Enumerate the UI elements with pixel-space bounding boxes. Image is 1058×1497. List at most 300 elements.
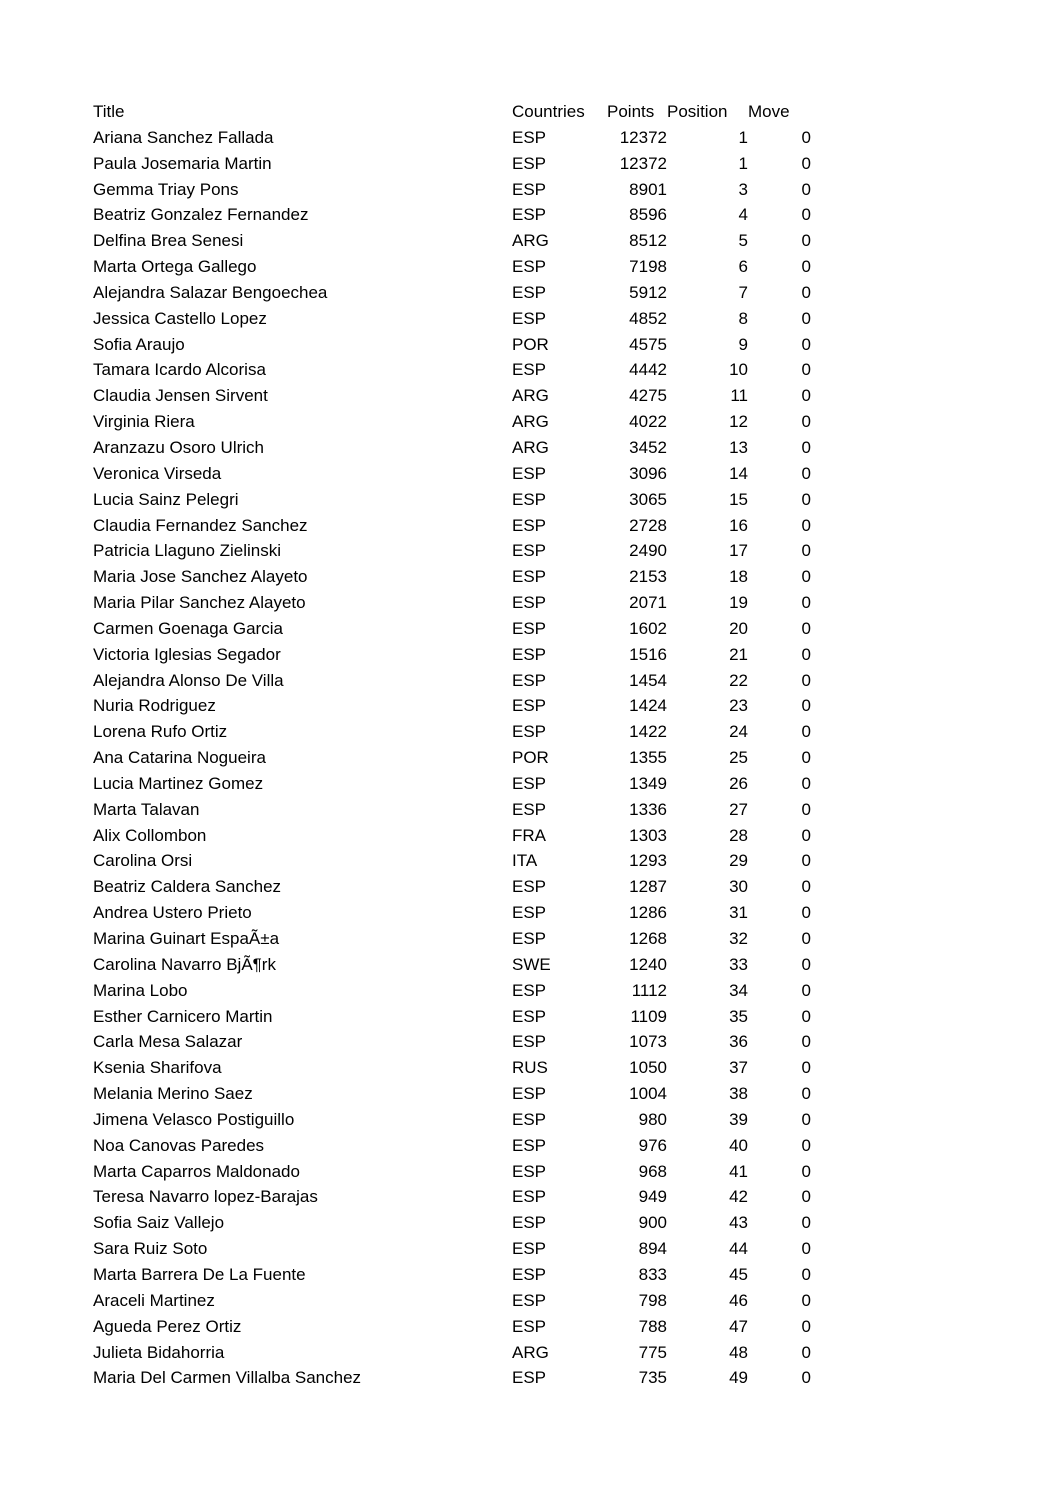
cell-country: ESP — [512, 980, 547, 1000]
table-row — [93, 228, 811, 254]
cell-position: 1 — [738, 127, 748, 147]
cell-country: ARG — [512, 1342, 549, 1362]
cell-move: 0 — [801, 670, 811, 690]
cell-points: 4575 — [629, 334, 667, 354]
table-row — [93, 151, 811, 177]
cell-points: 1424 — [629, 696, 667, 716]
cell-move: 0 — [801, 1368, 811, 1388]
cell-points: 798 — [638, 1290, 667, 1310]
cell-player-name: Marta Barrera De La Fuente — [93, 1264, 306, 1284]
cell-player-name: Veronica Virseda — [93, 463, 222, 483]
cell-player-name: Marta Caparros Maldonado — [93, 1161, 300, 1181]
cell-move: 0 — [801, 1006, 811, 1026]
cell-points: 12372 — [619, 127, 667, 147]
cell-move: 0 — [801, 929, 811, 948]
cell-player-name: Carla Mesa Salazar — [93, 1032, 243, 1052]
cell-player-name: Alix Collombon — [93, 825, 207, 845]
cell-player-name: Patricia Llaguno Zielinski — [93, 541, 282, 561]
cell-move: 0 — [801, 1187, 811, 1207]
cell-country: ESP — [512, 127, 547, 147]
table-row — [93, 1004, 811, 1030]
cell-position: 13 — [729, 437, 748, 457]
cell-player-name: Carolina Orsi — [93, 851, 193, 871]
cell-country: ESP — [512, 515, 547, 535]
cell-position: 40 — [729, 1135, 748, 1155]
cell-move: 0 — [801, 205, 811, 225]
cell-move: 0 — [801, 257, 811, 277]
table-row — [93, 1314, 811, 1340]
cell-player-name: Paula Josemaria Martin — [93, 153, 272, 173]
cell-player-name: Julieta Bidahorria — [93, 1342, 225, 1362]
cell-move: 0 — [801, 1084, 811, 1104]
cell-position: 44 — [729, 1239, 748, 1259]
cell-points: 1355 — [629, 748, 667, 768]
cell-points: 968 — [638, 1161, 667, 1181]
cell-points: 4275 — [629, 386, 667, 406]
cell-position: 4 — [738, 205, 748, 225]
cell-country: ITA — [512, 851, 538, 871]
cell-position: 29 — [729, 851, 748, 871]
cell-position: 12 — [729, 412, 748, 432]
cell-player-name: Maria Pilar Sanchez Alayeto — [93, 593, 306, 613]
cell-country: ESP — [512, 670, 547, 690]
table-row — [93, 590, 811, 616]
cell-points: 900 — [638, 1213, 667, 1233]
cell-country: FRA — [512, 825, 546, 845]
table-row — [93, 978, 811, 1004]
cell-points: 735 — [638, 1368, 667, 1388]
cell-country: ARG — [512, 386, 549, 406]
cell-country: ESP — [512, 799, 547, 819]
cell-move: 0 — [801, 851, 811, 871]
cell-position: 5 — [738, 231, 748, 251]
cell-move: 0 — [801, 1239, 811, 1259]
table-row — [93, 900, 811, 926]
cell-country: ESP — [512, 179, 547, 199]
cell-player-name: Tamara Icardo Alcorisa — [93, 360, 266, 380]
table-row — [93, 952, 811, 978]
cell-points: 1240 — [629, 954, 667, 974]
cell-position: 18 — [729, 567, 748, 587]
cell-player-name: Marina Guinart EspaÃ±a — [93, 929, 280, 948]
cell-move: 0 — [801, 360, 811, 380]
cell-player-name: Nuria Rodriguez — [93, 696, 216, 716]
cell-position: 36 — [729, 1032, 748, 1052]
cell-country: RUS — [512, 1058, 548, 1078]
cell-country: ARG — [512, 231, 549, 251]
cell-move: 0 — [801, 1290, 811, 1310]
cell-points: 775 — [638, 1342, 667, 1362]
ranking-table — [93, 99, 811, 1391]
cell-player-name: Lucia Sainz Pelegri — [93, 489, 239, 509]
cell-player-name: Maria Del Carmen Villalba Sanchez — [93, 1368, 362, 1388]
cell-points: 2490 — [629, 541, 667, 561]
cell-position: 49 — [729, 1368, 748, 1388]
cell-move: 0 — [801, 954, 811, 974]
table-row — [93, 1159, 811, 1185]
cell-move: 0 — [801, 386, 811, 406]
cell-country: ESP — [512, 308, 547, 328]
cell-points: 1004 — [629, 1084, 667, 1104]
cell-move: 0 — [801, 231, 811, 251]
header-title: Title — [93, 102, 125, 121]
cell-country: ESP — [512, 696, 547, 716]
cell-move: 0 — [801, 773, 811, 793]
cell-country: ESP — [512, 1290, 547, 1310]
table-row — [93, 461, 811, 487]
cell-country: POR — [512, 748, 549, 768]
table-row — [93, 254, 811, 280]
cell-move: 0 — [801, 1264, 811, 1284]
table-row — [93, 177, 811, 203]
cell-points: 1109 — [630, 1006, 667, 1026]
cell-position: 3 — [738, 179, 748, 199]
header-move: Move — [748, 102, 790, 121]
table-row — [93, 823, 811, 849]
cell-player-name: Beatriz Caldera Sanchez — [93, 877, 282, 897]
cell-player-name: Delfina Brea Senesi — [93, 231, 244, 251]
cell-player-name: Victoria Iglesias Segador — [93, 644, 281, 664]
cell-move: 0 — [801, 825, 811, 845]
cell-position: 7 — [738, 282, 748, 302]
table-row — [93, 383, 811, 409]
table-row — [93, 1210, 811, 1236]
cell-points: 1293 — [629, 851, 667, 871]
cell-country: ESP — [512, 1213, 547, 1233]
cell-player-name: Sofia Saiz Vallejo — [93, 1213, 225, 1233]
cell-country: ESP — [512, 1161, 547, 1181]
cell-position: 37 — [729, 1058, 748, 1078]
cell-country: POR — [512, 334, 549, 354]
cell-player-name: Ana Catarina Nogueira — [93, 748, 266, 768]
cell-country: ESP — [512, 644, 547, 664]
table-row — [93, 513, 811, 539]
cell-position: 24 — [729, 722, 748, 742]
cell-country: ESP — [512, 903, 547, 923]
cell-player-name: Alejandra Alonso De Villa — [93, 670, 284, 690]
table-row — [93, 797, 811, 823]
cell-points: 833 — [638, 1264, 667, 1284]
cell-player-name: Carolina Navarro BjÃ¶rk — [93, 954, 276, 974]
table-row — [93, 564, 811, 590]
cell-move: 0 — [801, 1058, 811, 1078]
header-countries: Countries — [512, 102, 585, 121]
cell-position: 14 — [729, 463, 748, 483]
table-row — [93, 1029, 811, 1055]
cell-country: ESP — [512, 567, 547, 587]
cell-move: 0 — [801, 980, 811, 1000]
cell-points: 980 — [638, 1109, 667, 1129]
cell-country: ESP — [512, 1135, 547, 1155]
cell-move: 0 — [801, 1109, 811, 1129]
cell-player-name: Sofia Araujo — [93, 334, 185, 354]
cell-points: 1050 — [629, 1058, 667, 1078]
cell-position: 43 — [729, 1213, 748, 1233]
cell-points: 3096 — [629, 463, 667, 483]
cell-country: ESP — [512, 1006, 547, 1026]
cell-position: 46 — [729, 1290, 748, 1310]
cell-position: 34 — [729, 980, 748, 1000]
cell-position: 20 — [729, 618, 748, 638]
cell-position: 27 — [729, 799, 748, 819]
cell-position: 42 — [729, 1187, 748, 1207]
cell-points: 3452 — [629, 437, 667, 457]
cell-points: 1454 — [629, 670, 667, 690]
cell-points: 1303 — [629, 825, 667, 845]
cell-player-name: Noa Canovas Paredes — [93, 1135, 265, 1155]
table-row — [93, 202, 811, 228]
cell-country: ESP — [512, 541, 547, 561]
cell-move: 0 — [801, 1032, 811, 1052]
cell-position: 22 — [729, 670, 748, 690]
header-position: Position — [667, 102, 728, 121]
cell-position: 26 — [729, 773, 748, 793]
table-row — [93, 125, 811, 151]
table-row — [93, 1107, 811, 1133]
cell-player-name: Carmen Goenaga Garcia — [93, 618, 283, 638]
cell-position: 41 — [729, 1161, 748, 1181]
cell-points: 1073 — [629, 1032, 667, 1052]
table-row — [93, 771, 811, 797]
cell-points: 1286 — [629, 903, 667, 923]
cell-points: 8596 — [629, 205, 667, 225]
cell-points: 788 — [638, 1316, 667, 1336]
cell-points: 1349 — [629, 773, 667, 793]
cell-move: 0 — [801, 412, 811, 432]
cell-country: ESP — [512, 1239, 547, 1259]
cell-move: 0 — [801, 179, 811, 199]
cell-points: 12372 — [619, 153, 667, 173]
cell-position: 11 — [730, 386, 748, 406]
table-row — [93, 357, 811, 383]
table-row — [93, 1055, 811, 1081]
table-row — [93, 1081, 811, 1107]
cell-position: 21 — [729, 644, 748, 664]
table-row — [93, 642, 811, 668]
cell-position: 19 — [729, 593, 748, 613]
table-row — [93, 1236, 811, 1262]
table-row — [93, 1133, 811, 1159]
table-row — [93, 719, 811, 745]
cell-player-name: Jimena Velasco Postiguillo — [93, 1109, 295, 1129]
cell-move: 0 — [801, 308, 811, 328]
cell-points: 8512 — [629, 231, 667, 251]
cell-position: 47 — [729, 1316, 748, 1336]
cell-country: ESP — [512, 877, 547, 897]
cell-position: 1 — [738, 153, 748, 173]
cell-position: 15 — [729, 489, 748, 509]
cell-country: ESP — [512, 360, 547, 380]
cell-player-name: Maria Jose Sanchez Alayeto — [93, 567, 308, 587]
cell-move: 0 — [801, 903, 811, 923]
cell-player-name: Melania Merino Saez — [93, 1084, 253, 1104]
cell-move: 0 — [801, 1161, 811, 1181]
cell-player-name: Andrea Ustero Prieto — [93, 903, 252, 923]
cell-points: 2071 — [629, 593, 667, 613]
cell-player-name: Ariana Sanchez Fallada — [93, 127, 274, 147]
cell-player-name: Marta Talavan — [93, 799, 200, 819]
table-row — [93, 693, 811, 719]
cell-position: 6 — [738, 257, 748, 277]
cell-points: 1602 — [629, 618, 667, 638]
table-row — [93, 435, 811, 461]
cell-move: 0 — [801, 877, 811, 897]
table-row — [93, 409, 811, 435]
cell-country: ESP — [512, 618, 547, 638]
cell-move: 0 — [801, 334, 811, 354]
table-row — [93, 616, 811, 642]
cell-country: ESP — [512, 722, 547, 742]
cell-player-name: Sara Ruiz Soto — [93, 1239, 208, 1259]
table-row — [93, 306, 811, 332]
cell-player-name: Agueda Perez Ortiz — [93, 1316, 242, 1336]
cell-country: ESP — [512, 1264, 547, 1284]
table-row — [93, 538, 811, 564]
cell-move: 0 — [801, 618, 811, 638]
cell-country: ESP — [512, 257, 547, 277]
cell-position: 30 — [729, 877, 748, 897]
cell-player-name: Claudia Fernandez Sanchez — [93, 515, 308, 535]
table-body — [93, 125, 811, 1391]
cell-position: 23 — [729, 696, 748, 716]
cell-points: 894 — [638, 1239, 667, 1259]
cell-points: 4022 — [629, 412, 667, 432]
header-row — [93, 99, 811, 125]
cell-position: 45 — [729, 1264, 748, 1284]
cell-move: 0 — [801, 127, 811, 147]
cell-points: 2153 — [629, 567, 667, 587]
cell-country: ESP — [512, 489, 547, 509]
cell-country: ESP — [512, 282, 547, 302]
cell-points: 1268 — [629, 929, 667, 948]
cell-move: 0 — [801, 463, 811, 483]
cell-move: 0 — [801, 282, 811, 302]
cell-move: 0 — [801, 567, 811, 587]
table-row — [93, 1365, 811, 1391]
cell-position: 17 — [729, 541, 748, 561]
table-row — [93, 745, 811, 771]
cell-country: ESP — [512, 1032, 547, 1052]
cell-points: 8901 — [629, 179, 667, 199]
cell-country: ESP — [512, 1316, 547, 1336]
cell-position: 31 — [729, 903, 748, 923]
cell-points: 2728 — [629, 515, 667, 535]
cell-country: ESP — [512, 773, 547, 793]
cell-player-name: Beatriz Gonzalez Fernandez — [93, 205, 309, 225]
cell-move: 0 — [801, 696, 811, 716]
cell-move: 0 — [801, 722, 811, 742]
cell-points: 1422 — [629, 722, 667, 742]
cell-move: 0 — [801, 541, 811, 561]
cell-move: 0 — [801, 799, 811, 819]
cell-move: 0 — [801, 437, 811, 457]
cell-move: 0 — [801, 1342, 811, 1362]
table-row — [93, 926, 811, 952]
cell-country: ESP — [512, 1084, 547, 1104]
cell-points: 976 — [638, 1135, 667, 1155]
table-row — [93, 487, 811, 513]
cell-country: ARG — [512, 412, 549, 432]
cell-player-name: Lucia Martinez Gomez — [93, 773, 264, 793]
cell-move: 0 — [801, 748, 811, 768]
cell-position: 10 — [729, 360, 748, 380]
cell-position: 28 — [729, 825, 748, 845]
cell-move: 0 — [801, 515, 811, 535]
cell-move: 0 — [801, 153, 811, 173]
cell-position: 33 — [729, 954, 748, 974]
cell-player-name: Ksenia Sharifova — [93, 1058, 222, 1078]
cell-player-name: Claudia Jensen Sirvent — [93, 386, 268, 406]
cell-country: ESP — [512, 153, 547, 173]
table-row — [93, 1288, 811, 1314]
cell-position: 25 — [729, 748, 748, 768]
cell-position: 8 — [738, 308, 748, 328]
cell-player-name: Aranzazu Osoro Ulrich — [93, 437, 265, 457]
header-points: Points — [607, 102, 655, 121]
cell-country: ESP — [512, 463, 547, 483]
cell-player-name: Lorena Rufo Ortiz — [93, 722, 228, 742]
table-row — [93, 874, 811, 900]
cell-points: 1287 — [629, 877, 667, 897]
cell-points: 4442 — [629, 360, 667, 380]
table-row — [93, 332, 811, 358]
table-row — [93, 1340, 811, 1366]
cell-move: 0 — [801, 1316, 811, 1336]
cell-player-name: Marina Lobo — [93, 980, 188, 1000]
table-row — [93, 280, 811, 306]
cell-move: 0 — [801, 593, 811, 613]
cell-position: 35 — [729, 1006, 748, 1026]
cell-country: ESP — [512, 205, 547, 225]
cell-country: ARG — [512, 437, 549, 457]
cell-player-name: Virginia Riera — [93, 412, 195, 432]
cell-position: 39 — [729, 1109, 748, 1129]
cell-position: 38 — [729, 1084, 748, 1104]
cell-points: 4852 — [629, 308, 667, 328]
cell-move: 0 — [801, 1213, 811, 1233]
table-row — [93, 668, 811, 694]
cell-points: 1112 — [631, 980, 667, 1000]
cell-country: ESP — [512, 1109, 547, 1129]
cell-player-name: Teresa Navarro lopez-Barajas — [93, 1187, 318, 1207]
cell-position: 16 — [729, 515, 748, 535]
cell-player-name: Jessica Castello Lopez — [93, 308, 267, 328]
cell-player-name: Gemma Triay Pons — [93, 179, 239, 199]
cell-player-name: Marta Ortega Gallego — [93, 257, 257, 277]
cell-points: 1516 — [629, 644, 667, 664]
cell-points: 3065 — [629, 489, 667, 509]
cell-position: 9 — [738, 334, 748, 354]
table-row — [93, 1262, 811, 1288]
cell-points: 949 — [638, 1187, 667, 1207]
cell-move: 0 — [801, 644, 811, 664]
cell-country: ESP — [512, 1368, 547, 1388]
cell-player-name: Araceli Martinez — [93, 1290, 215, 1310]
cell-country: ESP — [512, 593, 547, 613]
cell-position: 48 — [729, 1342, 748, 1362]
cell-move: 0 — [801, 489, 811, 509]
cell-player-name: Esther Carnicero Martin — [93, 1006, 273, 1026]
cell-country: ESP — [512, 1187, 547, 1207]
cell-points: 7198 — [629, 257, 667, 277]
cell-move: 0 — [801, 1135, 811, 1155]
cell-player-name: Alejandra Salazar Bengoechea — [93, 282, 328, 302]
table-row — [93, 848, 811, 874]
table-row — [93, 1184, 811, 1210]
cell-points: 1336 — [629, 799, 667, 819]
cell-country: SWE — [512, 954, 551, 974]
cell-points: 5912 — [629, 282, 667, 302]
